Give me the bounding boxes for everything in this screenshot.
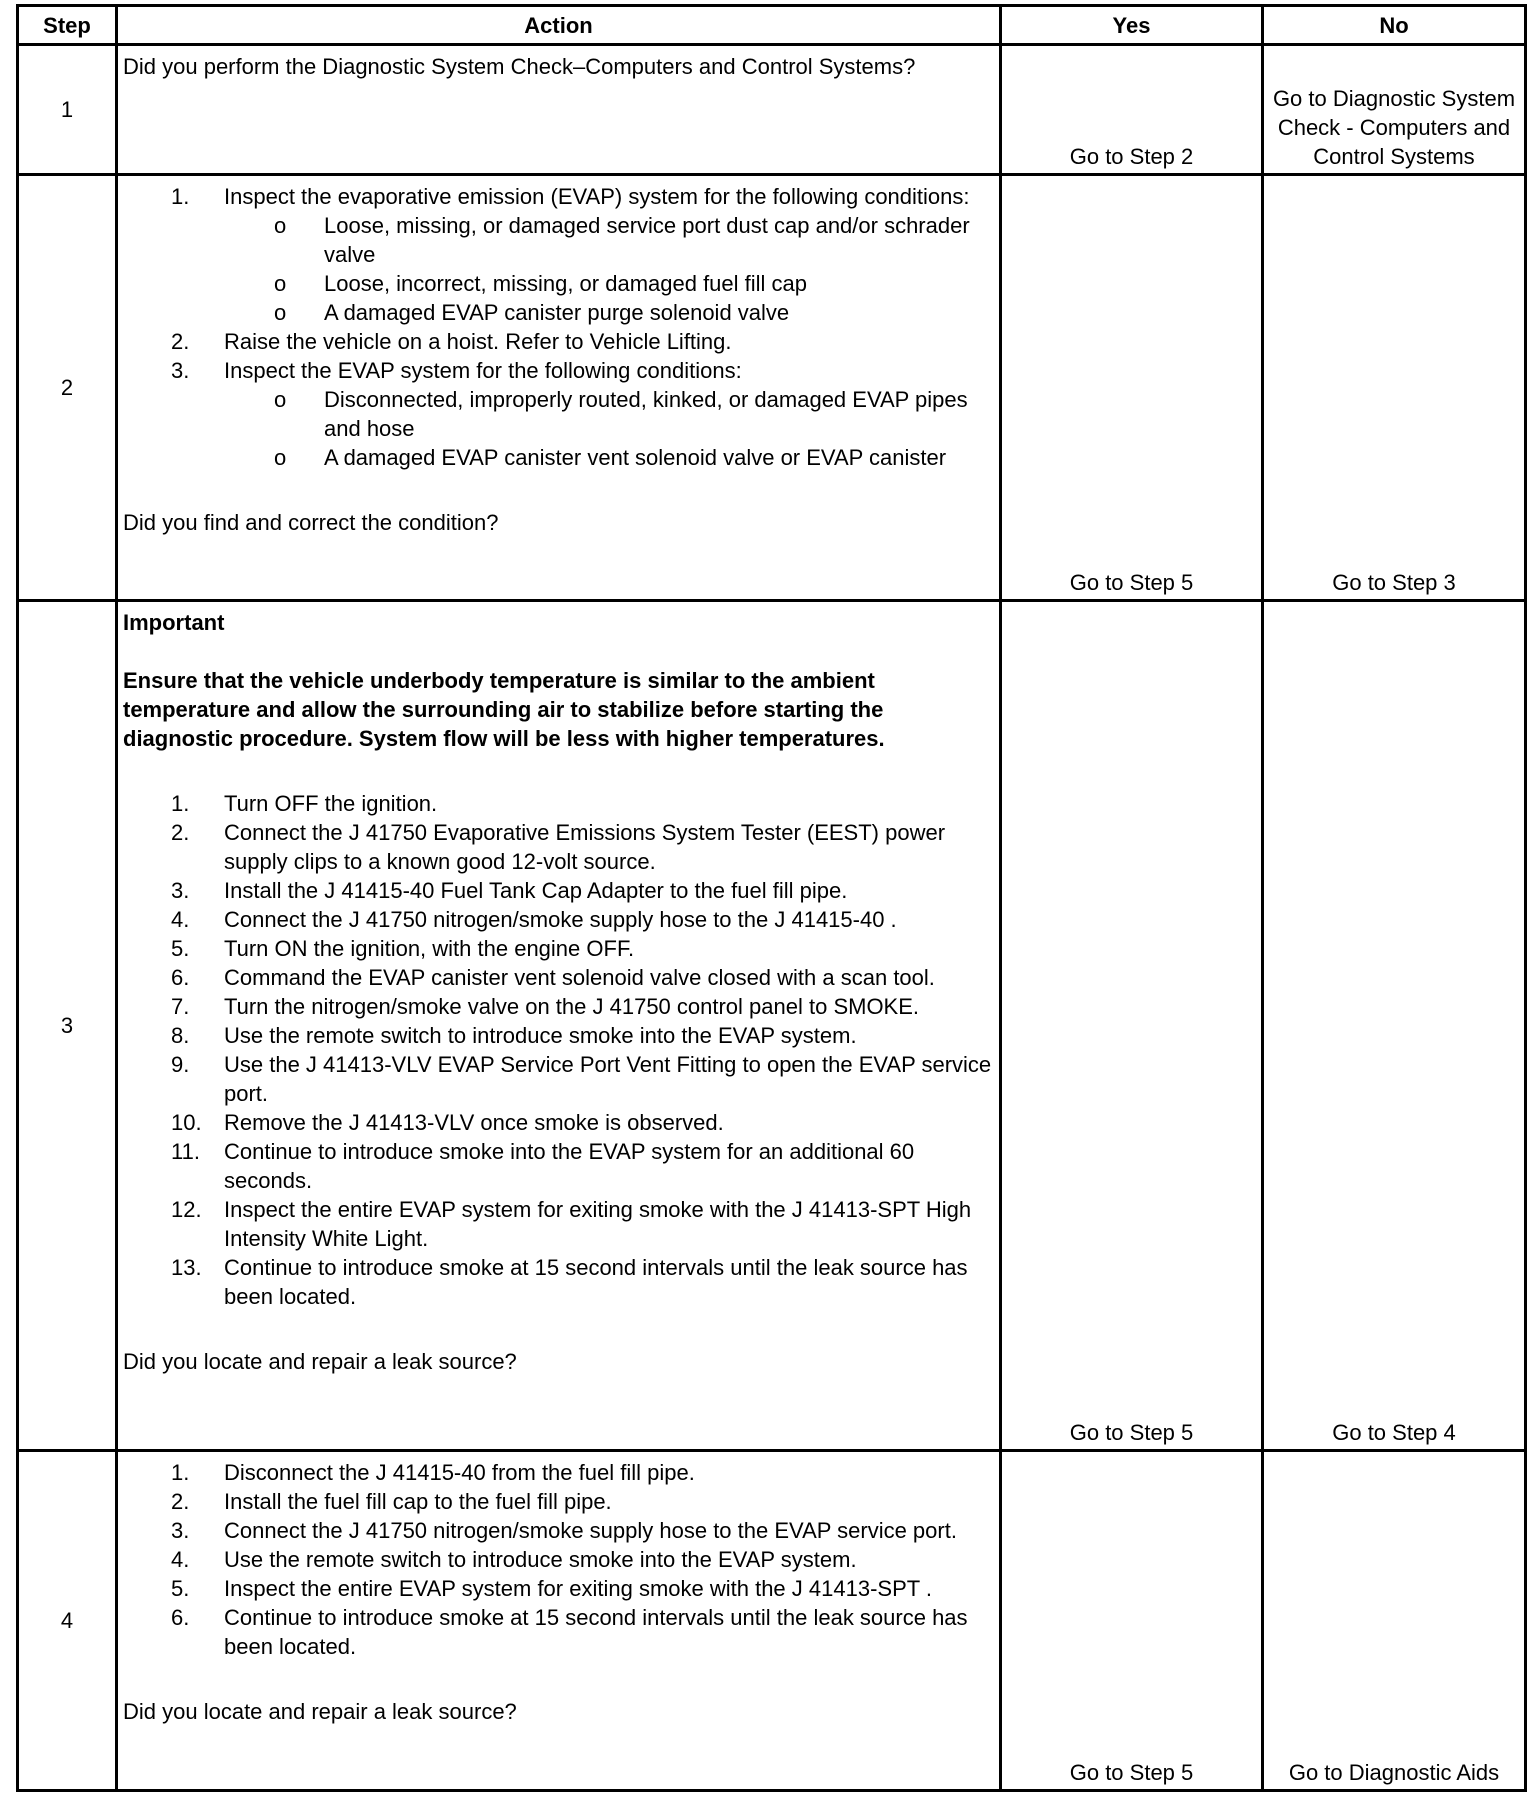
procedure-list <box>123 1458 995 1661</box>
item-text: Inspect the EVAP system for the following conditions: <box>224 358 742 383</box>
table-row <box>18 175 1526 601</box>
item-number: 1. <box>171 791 190 816</box>
step-question: Did you locate and repair a leak source? <box>123 1349 517 1374</box>
header-row <box>18 6 1526 45</box>
item-text: Install the J 41415-40 Fuel Tank Cap Adapter to the fuel fill pipe. <box>224 878 848 903</box>
list-item <box>123 1574 995 1603</box>
item-text: Connect the J 41750 nitrogen/smoke supply hose to the J 41415-40 . <box>224 907 897 932</box>
table-row <box>18 45 1526 175</box>
list-item <box>123 1050 995 1108</box>
list-item <box>123 1487 995 1516</box>
item-text: Turn OFF the ignition. <box>224 791 438 816</box>
step-number: 3 <box>18 601 117 1451</box>
list-item <box>123 789 995 818</box>
item-text: Inspect the entire EVAP system for exiting smoke with the J 41413-SPT . <box>224 1576 933 1601</box>
sub-item-text: Loose, incorrect, missing, or damaged fuel fill cap <box>324 271 808 296</box>
item-number: 8. <box>171 1023 190 1048</box>
item-number: 2. <box>171 329 190 354</box>
list-item <box>123 1137 995 1195</box>
sub-item-text: Loose, missing, or damaged service port dust cap and/or schrader valve <box>324 213 970 267</box>
list-item <box>123 876 995 905</box>
bullet-icon: o <box>274 213 287 238</box>
item-text: Turn the nitrogen/smoke valve on the J 41750 control panel to SMOKE. <box>224 994 920 1019</box>
header-step: Step <box>18 6 117 45</box>
sub-item-text: Disconnected, improperly routed, kinked, or damaged EVAP pipes and hose <box>324 387 968 441</box>
list-item <box>123 1545 995 1574</box>
sub-item-text: A damaged EVAP canister purge solenoid valve <box>324 300 790 325</box>
diagnostic-table <box>16 4 1527 1792</box>
list-item <box>123 992 995 1021</box>
list-item <box>123 818 995 876</box>
item-text: Use the remote switch to introduce smoke into the EVAP system. <box>224 1023 857 1048</box>
item-text: Raise the vehicle on a hoist. Refer to Vehicle Lifting. <box>224 329 732 354</box>
item-number: 3. <box>171 878 190 903</box>
list-item <box>123 934 995 963</box>
item-number: 6. <box>171 965 190 990</box>
yes-cell: Go to Step 5 <box>1001 1451 1263 1791</box>
item-number: 2. <box>171 820 190 845</box>
sub-item <box>224 443 995 472</box>
item-text: Continue to introduce smoke into the EVAP system for an additional 60 seconds. <box>224 1139 915 1193</box>
item-text: Continue to introduce smoke at 15 second intervals until the leak source has been located. <box>224 1605 968 1659</box>
no-cell: Go to Step 4 <box>1263 601 1526 1451</box>
step-number: 2 <box>18 175 117 601</box>
item-number: 12. <box>171 1197 202 1222</box>
action-cell <box>117 45 1001 175</box>
header-action: Action <box>117 6 1001 45</box>
item-text: Command the EVAP canister vent solenoid valve closed with a scan tool. <box>224 965 935 990</box>
list-item <box>123 1516 995 1545</box>
item-text: Continue to introduce smoke at 15 second intervals until the leak source has been located. <box>224 1255 968 1309</box>
item-number: 5. <box>171 1576 190 1601</box>
item-number: 4. <box>171 907 190 932</box>
list-item <box>123 1253 995 1311</box>
item-text: Install the fuel fill cap to the fuel fill pipe. <box>224 1489 612 1514</box>
sub-item <box>224 385 995 443</box>
important-note: Ensure that the vehicle underbody temperature is similar to the ambient temperature and allow the surrounding air to stabilize before starting the diagnostic procedure. System flow will be less with higher temperatures. <box>123 668 885 751</box>
item-text: Disconnect the J 41415-40 from the fuel fill pipe. <box>224 1460 695 1485</box>
step-number: 1 <box>18 45 117 175</box>
bullet-icon: o <box>274 300 287 325</box>
item-text: Use the J 41413-VLV EVAP Service Port Vent Fitting to open the EVAP service port. <box>224 1052 992 1106</box>
item-number: 10. <box>171 1110 202 1135</box>
yes-cell: Go to Step 2 <box>1001 45 1263 175</box>
item-text: Connect the J 41750 Evaporative Emissions System Tester (EEST) power supply clips to a known good 12-volt source. <box>224 820 946 874</box>
item-number: 1. <box>171 1460 190 1485</box>
sub-list <box>123 211 995 327</box>
item-text: Inspect the entire EVAP system for exiting smoke with the J 41413-SPT High Intensity White Light. <box>224 1197 972 1251</box>
bullet-icon: o <box>274 387 287 412</box>
item-text: Remove the J 41413-VLV once smoke is observed. <box>224 1110 724 1135</box>
step-number: 4 <box>18 1451 117 1791</box>
list-item <box>123 1603 995 1661</box>
sub-item <box>224 211 995 269</box>
item-number: 1. <box>171 184 190 209</box>
list-item <box>123 182 995 327</box>
list-item <box>123 327 995 356</box>
item-text: Turn ON the ignition, with the engine OFF. <box>224 936 635 961</box>
no-cell: Go to Diagnostic Aids <box>1263 1451 1526 1791</box>
list-item <box>123 1021 995 1050</box>
action-cell <box>117 175 1001 601</box>
bullet-icon: o <box>274 271 287 296</box>
list-item <box>123 1458 995 1487</box>
step-question: Did you locate and repair a leak source? <box>123 1699 517 1724</box>
table-row <box>18 1451 1526 1791</box>
item-number: 5. <box>171 936 190 961</box>
important-title: Important <box>123 610 225 635</box>
sub-item-text: A damaged EVAP canister vent solenoid valve or EVAP canister <box>324 445 947 470</box>
header-no: No <box>1263 6 1526 45</box>
step-question: Did you perform the Diagnostic System Check–Computers and Control Systems? <box>123 54 916 79</box>
item-number: 3. <box>171 358 190 383</box>
item-number: 11. <box>171 1139 200 1164</box>
procedure-list <box>123 182 995 472</box>
header-yes: Yes <box>1001 6 1263 45</box>
item-number: 13. <box>171 1255 202 1280</box>
yes-cell: Go to Step 5 <box>1001 175 1263 601</box>
item-text: Connect the J 41750 nitrogen/smoke supply hose to the EVAP service port. <box>224 1518 957 1543</box>
item-text: Use the remote switch to introduce smoke into the EVAP system. <box>224 1547 857 1572</box>
list-item <box>123 1195 995 1253</box>
item-number: 2. <box>171 1489 190 1514</box>
list-item <box>123 905 995 934</box>
sub-list <box>123 385 995 472</box>
table-row <box>18 601 1526 1451</box>
action-cell <box>117 1451 1001 1791</box>
no-cell: Go to Diagnostic System Check - Computers and Control Systems <box>1263 45 1526 175</box>
step-question: Did you find and correct the condition? <box>123 510 499 535</box>
item-number: 6. <box>171 1605 190 1630</box>
list-item <box>123 963 995 992</box>
list-item <box>123 1108 995 1137</box>
no-cell: Go to Step 3 <box>1263 175 1526 601</box>
item-number: 9. <box>171 1052 190 1077</box>
item-number: 4. <box>171 1547 190 1572</box>
yes-cell: Go to Step 5 <box>1001 601 1263 1451</box>
bullet-icon: o <box>274 445 287 470</box>
sub-item <box>224 298 995 327</box>
list-item <box>123 356 995 472</box>
procedure-list <box>123 789 995 1311</box>
item-number: 3. <box>171 1518 190 1543</box>
action-cell <box>117 601 1001 1451</box>
sub-item <box>224 269 995 298</box>
item-number: 7. <box>171 994 190 1019</box>
item-text: Inspect the evaporative emission (EVAP) system for the following conditions: <box>224 184 970 209</box>
